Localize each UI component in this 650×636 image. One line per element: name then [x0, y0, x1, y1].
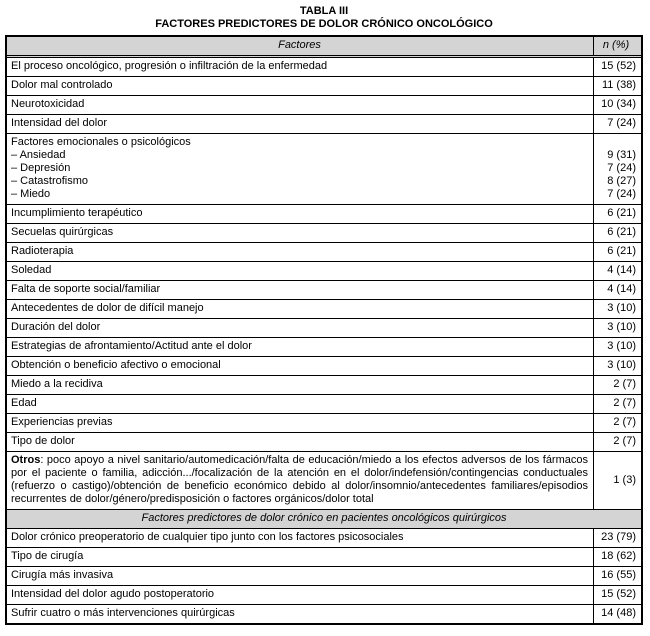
factor-value: 15 (52) [601, 588, 636, 600]
factor-label: Miedo a la recidiva [7, 376, 594, 394]
group-item-label: – Depresión [11, 162, 71, 174]
table-row [7, 77, 641, 96]
factor-label: Soledad [7, 262, 594, 280]
table-row-emotional-group [7, 134, 641, 205]
factor-value: 10 (34) [601, 98, 636, 110]
factor-label: Incumplimiento terapéutico [7, 205, 594, 223]
table-row [7, 319, 641, 338]
factor-label: Dolor crónico preoperatorio de cualquier tipo junto con los factores psicosociales [7, 529, 594, 547]
factor-value: 23 (79) [601, 531, 636, 543]
factor-label [7, 452, 594, 509]
group-item-label: – Ansiedad [11, 149, 66, 161]
factor-value: 7 (24) [607, 117, 636, 129]
table-row [7, 433, 641, 452]
factor-label: Dolor mal controlado [7, 77, 594, 95]
otros-value: 1 (3) [613, 473, 636, 486]
table-caption [5, 5, 643, 30]
factor-value: 6 (21) [607, 207, 636, 219]
group-item-label: – Miedo [11, 188, 51, 200]
factor-label: Obtención o beneficio afectivo o emocional [7, 357, 594, 375]
table-row [7, 605, 641, 623]
factor-label [7, 134, 594, 204]
factor-value: 2 (7) [613, 416, 636, 428]
otros-label-text: : poco apoyo a nivel sanitario/automedicación/falta de educación/miedo a los efectos adversos de los fármacos por el paciente o familia, adicción.../focalización de la atención en el dolor/indefensión/contingencias conductuales (refuerzo o castigo)/obtención de beneficio económico debido al dolor/insomnio/antecedentes familiares/episodios recurrentes de dolor/género/predisposición o factores orgánicos/dolor total [11, 454, 588, 505]
table-row [7, 243, 641, 262]
factor-label: Radioterapia [7, 243, 594, 261]
factor-label: El proceso oncológico, progresión o infiltración de la enfermedad [7, 58, 594, 76]
table-row [7, 96, 641, 115]
table-row [7, 224, 641, 243]
column-header-factores: Factores [7, 37, 594, 55]
factor-label: Sufrir cuatro o más intervenciones quirúrgicas [7, 605, 594, 623]
factor-value: 18 (62) [601, 550, 636, 562]
factor-value: 6 (21) [607, 245, 636, 257]
group-item-label: – Catastrofismo [11, 175, 89, 187]
table-row [7, 529, 641, 548]
factor-value [594, 452, 641, 509]
table-row [7, 115, 641, 134]
factor-value: 2 (7) [613, 435, 636, 447]
group-item-value: 7 (24) [607, 162, 636, 174]
predictors-table [5, 35, 643, 625]
factor-value: 11 (38) [601, 79, 636, 91]
factor-label: Intensidad del dolor agudo postoperatorio [7, 586, 594, 604]
factor-label: Intensidad del dolor [7, 115, 594, 133]
table-row [7, 395, 641, 414]
table-number: TABLA III [299, 5, 349, 17]
factor-label: Estrategias de afrontamiento/Actitud ante el dolor [7, 338, 594, 356]
section-header-title: Factores predictores de dolor crónico en pacientes oncológicos quirúrgicos [141, 512, 507, 524]
factor-label: Edad [7, 395, 594, 413]
factor-value: 3 (10) [607, 321, 636, 333]
table-row [7, 414, 641, 433]
group-item-value: 7 (24) [607, 188, 636, 200]
table-row [7, 338, 641, 357]
group-item-value: 8 (27) [607, 175, 636, 187]
factor-label: Antecedentes de dolor de difícil manejo [7, 300, 594, 318]
table-row [7, 357, 641, 376]
table-row [7, 205, 641, 224]
factor-value: 4 (14) [607, 264, 636, 276]
factor-value [594, 134, 641, 204]
factor-value: 15 (52) [601, 60, 636, 72]
factor-label: Neurotoxicidad [7, 96, 594, 114]
otros-label-bold: Otros [11, 454, 41, 466]
group-title: Factores emocionales o psicológicos [11, 136, 191, 148]
factor-value: 3 (10) [607, 302, 636, 314]
factor-value: 3 (10) [607, 359, 636, 371]
table-row [7, 567, 641, 586]
factor-value: 2 (7) [613, 378, 636, 390]
factor-value: 2 (7) [613, 397, 636, 409]
factor-value: 3 (10) [607, 340, 636, 352]
table-row [7, 548, 641, 567]
factor-value: 6 (21) [607, 226, 636, 238]
factor-label: Duración del dolor [7, 319, 594, 337]
factor-value: 14 (48) [601, 607, 636, 619]
table-row [7, 376, 641, 395]
table-row [7, 300, 641, 319]
table-row [7, 586, 641, 605]
table-row [7, 281, 641, 300]
factor-label: Secuelas quirúrgicas [7, 224, 594, 242]
table-row-otros [7, 452, 641, 510]
factor-label: Experiencias previas [7, 414, 594, 432]
factor-label: Tipo de dolor [7, 433, 594, 451]
group-item-value: 9 (31) [607, 149, 636, 161]
table-row [7, 262, 641, 281]
factor-value: 4 (14) [607, 283, 636, 295]
table-header-row [7, 37, 641, 58]
factor-label: Falta de soporte social/familiar [7, 281, 594, 299]
column-header-n: n (%) [602, 39, 630, 51]
factor-value: 16 (55) [601, 569, 636, 581]
table-title: FACTORES PREDICTORES DE DOLOR CRÓNICO ONCOLÓGICO [155, 18, 493, 30]
section-header-surgical [7, 510, 641, 529]
factor-label: Cirugía más invasiva [7, 567, 594, 585]
table-row [7, 58, 641, 77]
factor-label: Tipo de cirugía [7, 548, 594, 566]
